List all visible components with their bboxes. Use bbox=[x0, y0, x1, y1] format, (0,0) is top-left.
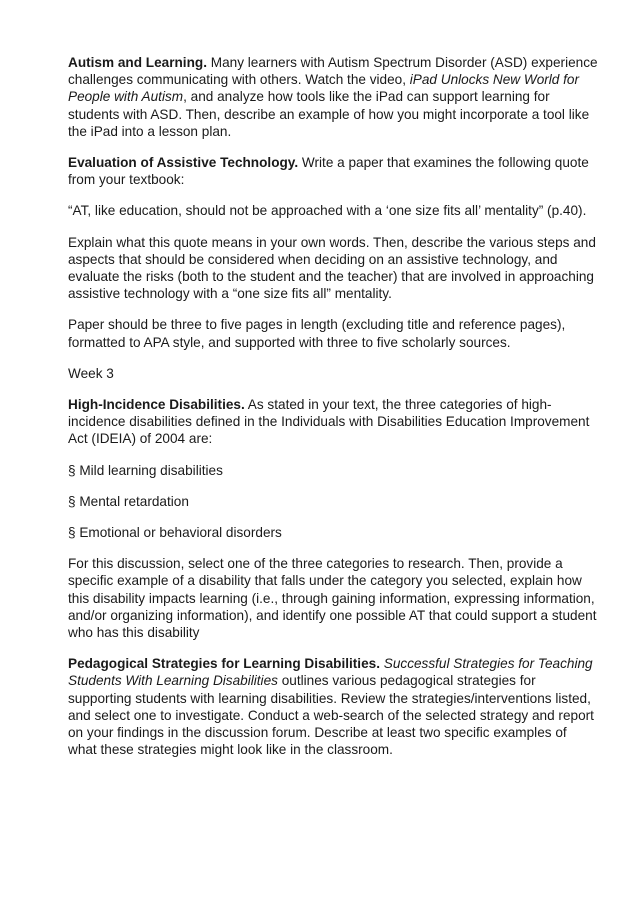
autism-heading: Autism and Learning. bbox=[68, 55, 207, 70]
evaluation-paper-requirements: Paper should be three to five pages in length (excluding title and reference pages), formatted to APA style, and supported with three to five scholarly sources. bbox=[68, 317, 566, 350]
pedagogical-text: outlines various pedagogical strategies for supporting students with learning disabilities. Review the strategies/interventions listed, and select one to investigate. Conduct a web-search of the selected strategy and report on your findings in the discussion forum. Describe at least two specific examples of what these strategies might look like in the classroom. bbox=[68, 673, 594, 758]
autism-paragraph bbox=[68, 54, 598, 140]
evaluation-quote: “AT, like education, should not be approached with a ‘one size fits all’ mentality” (p.40). bbox=[68, 203, 587, 219]
autism-text-2: , and analyze how tools like the iPad can support learning for students with ASD. Then, describe an example of how you might incorporate a tool like the iPad into a lesson plan. bbox=[68, 89, 590, 139]
video-title: iPad Unlocks New World for People with Autism bbox=[68, 72, 579, 105]
list-item: § Mild learning disabilities bbox=[68, 462, 223, 478]
list-item: § Mental retardation bbox=[68, 493, 189, 509]
week-label: Week 3 bbox=[68, 365, 114, 381]
high-incidence-heading: High-Incidence Disabilities. bbox=[68, 397, 245, 413]
evaluation-text: Write a paper that examines the following quote from your textbook: bbox=[68, 155, 589, 188]
pedagogical-paragraph bbox=[68, 655, 598, 758]
evaluation-explain: Explain what this quote means in your own words. Then, describe the various steps and aspects that should be considered when deciding on an assistive technology, and evaluate the risks (both to the student and the teacher) that are involved in approaching assistive technology with a “one size fits all” mentality. bbox=[68, 234, 596, 302]
source-title: Successful Strategies for Teaching Students With Learning Disabilities bbox=[68, 656, 593, 689]
high-incidence-paragraph bbox=[68, 396, 598, 448]
autism-text-1: Many learners with Autism Spectrum Disorder (ASD) experience challenges communicating with others. Watch the video, bbox=[68, 55, 598, 88]
high-incidence-text: As stated in your text, the three categories of high-incidence disabilities defined in the Individuals with Disabilities Education Improvement Act (IDEIA) of 2004 are: bbox=[68, 397, 590, 447]
list-item: § Emotional or behavioral disorders bbox=[68, 525, 282, 541]
discussion-paragraph: For this discussion, select one of the three categories to research. Then, provide a specific example of a disability that falls under the category you selected, explain how this disability impacts learning (i.e., through gaining information, expressing information, and/or organizing information), and identify one possible AT that could support a student who has this disability bbox=[68, 556, 597, 641]
evaluation-paragraph bbox=[68, 154, 598, 188]
pedagogical-heading: Pedagogical Strategies for Learning Disabilities. bbox=[68, 656, 380, 672]
evaluation-heading: Evaluation of Assistive Technology. bbox=[68, 155, 299, 171]
